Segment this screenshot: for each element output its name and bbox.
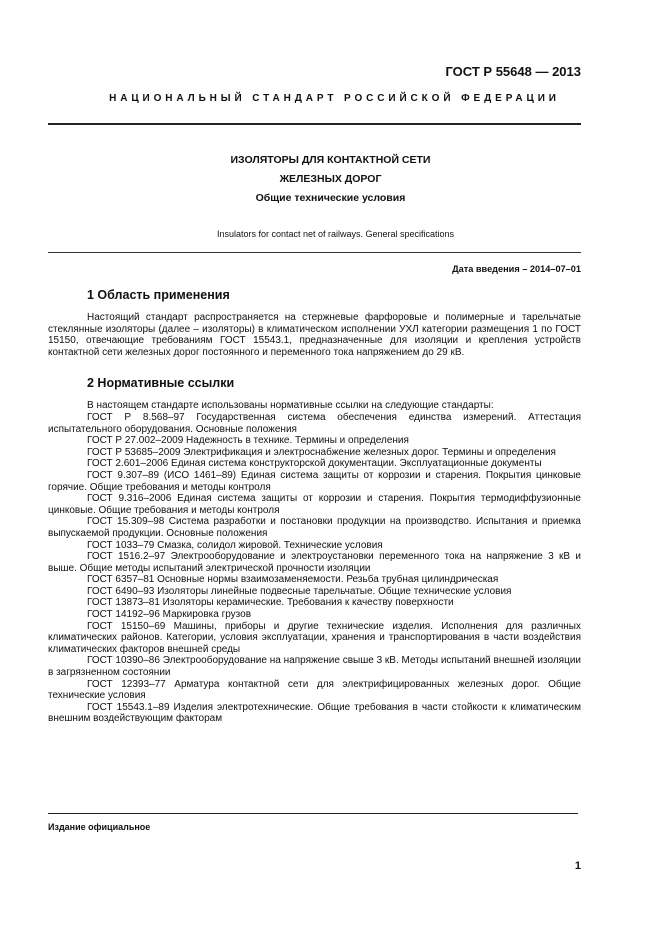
reference-item: ГОСТ 15.309–98 Система разработки и постановки продукции на производство. Испытания и приемка выпускаемой продукции. Основные положения [48,516,581,539]
english-title: Insulators for contact net of railways. General specifications [216,229,455,239]
edition-note: Издание официальное [48,822,151,832]
reference-item: ГОСТ 6357–81 Основные нормы взаимозаменяемости. Резьба трубная цилиндрическая [87,574,499,586]
document-title-block [0,151,661,208]
standard-number: ГОСТ Р 55648 — 2013 [445,64,581,79]
introduction-date: Дата введения – 2014–07–01 [452,264,581,274]
reference-item: ГОСТ 15543.1–89 Изделия электротехнические. Общие требования в части стойкости к климатическим внешним воздействующим факторам [48,701,581,725]
reference-item: ГОСТ Р 8.568–97 Государственная система обеспечения единства измерений. Аттестация испытательного оборудования. Основные положения [48,411,581,435]
reference-item: ГОСТ 9.307–89 (ИСО 1461–89) Единая система защиты от коррозии и старения. Покрытия цинковые горячие. Общие требования и методы контроля [48,469,581,493]
national-standard-title: НАЦИОНАЛЬНЫЙ СТАНДАРТ РОССИЙСКОЙ ФЕДЕРАЦИИ [109,93,560,104]
title-line-1: ИЗОЛЯТОРЫ ДЛЯ КОНТАКТНОЙ СЕТИ [230,154,431,166]
reference-item: В настоящем стандарте использованы нормативные ссылки на следующие стандарты: [87,400,494,412]
title-line-2: ЖЕЛЕЗНЫХ ДОРОГ [279,173,382,185]
reference-item: ГОСТ 15150–69 Машины, приборы и другие технические изделия. Исполнения для различных климатических районов. Категории, условия эксплуатации, хранения и транспортирования в части воздействия климатических факторов внешней среды [48,620,581,655]
section-1-heading: 1 Область применения [87,288,230,302]
reference-item: ГОСТ 10390–86 Электрооборудование на напряжение свыше 3 кВ. Методы испытаний внешней изоляции в загрязненном состоянии [48,655,581,679]
reference-item: ГОСТ 1033–79 Смазка, солидол жировой. Технические условия [87,539,383,551]
reference-item: ГОСТ 2.601–2006 Единая система конструкторской документации. Эксплуатационные документы [87,458,542,470]
footer-divider [48,813,578,814]
reference-item: ГОСТ 14192–96 Маркировка грузов [87,609,252,621]
title-divider [48,252,581,253]
document-body [48,286,581,725]
reference-item: ГОСТ Р 53685–2009 Электрификация и электроснабжение железных дорог. Термины и определения [87,446,556,458]
reference-item: ГОСТ 6490–93 Изоляторы линейные подвесные тарельчатые. Общие технические условия [87,585,512,597]
reference-item: ГОСТ 12393–77 Арматура контактной сети для электрифицированных железных дорог. Общие технические условия [48,678,581,702]
title-subtitle: Общие технические условия [255,192,406,204]
reference-item: ГОСТ 13873–81 Изоляторы керамические. Требования к качеству поверхности [87,597,454,609]
page-number: 1 [574,860,581,872]
section-2-heading: 2 Нормативные ссылки [87,376,235,391]
reference-item: ГОСТ 1516.2–97 Электрооборудование и электроустановки переменного тока на напряжение 3 кВ и выше. Общие методы испытаний электрической прочности изоляции [48,551,581,574]
reference-item: ГОСТ 9.316–2006 Единая система защиты от коррозии и старения. Покрытия термодиффузионные цинковые. Общие требования и методы контроля [48,493,581,516]
section-1-text: Настоящий стандарт распространяется на стержневые фарфоровые и полимерные и тарельчатые стеклянные изоляторы (далее – изоляторы) в климатическом исполнении УХЛ категории размещения 1 по ГОСТ 15150, отвечающие требованиям ГОСТ 15543.1, предназначенные для изоляции и крепления устройств контактной сети железных дорог постоянного и переменного тока напряжением до 29 кВ. [48,312,581,358]
header-divider [48,123,581,125]
reference-item: ГОСТ Р 27.002–2009 Надежность в технике. Термины и определения [87,435,409,447]
